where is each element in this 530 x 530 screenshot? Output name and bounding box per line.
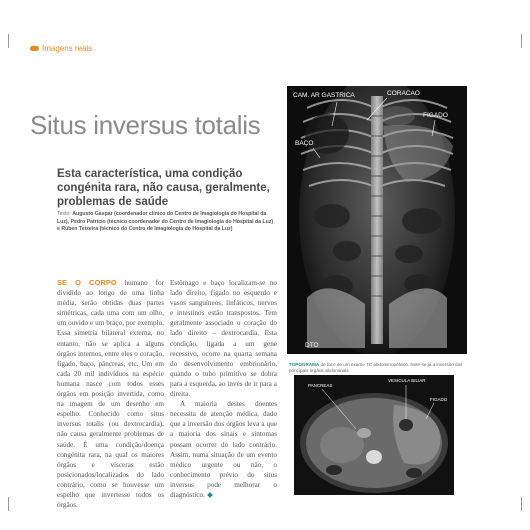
end-mark-icon (207, 492, 213, 498)
crop-mark (521, 497, 522, 511)
article-title: Situs inversus totalis (30, 110, 261, 140)
article-subtitle: Esta característica, uma condição congénita rara, não causa, geralmente, problemas de saúde (57, 168, 270, 208)
label-heart: CORACAO (387, 90, 420, 97)
article-credits (57, 211, 277, 234)
bullet-icon (30, 46, 39, 51)
crop-mark (521, 34, 522, 48)
column-1-text: humano for dividido ao longo de uma linha média, serão obtidas duas partes simétricas, cada uma com um olho, um ouvido e um braço, por exemplo. Essa simetria bilateral externa, no entanto, não se aplica a alguns órgãos internos, entre eles o coração, fígado, baço, pâncreas, etc. Um em cada 20 mil indivíduos na espécie humana nasce com todos esses órgãos em posição invertida, como na imagem de um desenho em espelho. Conhecido como situs inversus totalis (ou dextrocardia), não causa geralmente problemas de saúde. É uma condição/doença congénita rara, na qual os maiores órgãos e vísceras estão posicionados/localizados do lado contrário, como se houvesse um espelho que invertesse todos os órgãos. (57, 279, 164, 510)
body-column-2 (170, 278, 277, 500)
ct-scan-image (294, 375, 454, 495)
crop-mark (8, 497, 9, 511)
xray-topogram-image (287, 86, 467, 354)
crop-mark (8, 34, 9, 48)
label-spleen: BAÇO (295, 140, 314, 147)
section-header (30, 44, 92, 53)
image-caption (289, 362, 474, 375)
xray-drawing (287, 86, 467, 354)
label-ct-liver: FIGADO (430, 397, 448, 402)
label-dto: DTO (305, 342, 319, 349)
label-pancreas: PANCREAS (308, 383, 333, 388)
caption-text: de face de um exame TC abdominopélvico. Note-se já a inversão dos principais órgãos abdominais (289, 362, 463, 374)
lead-in: SE O CORPO (57, 278, 117, 287)
label-stomach-air: CAM. AR GASTRICA (293, 92, 355, 99)
ct-drawing (294, 375, 454, 495)
body-column-1 (57, 278, 164, 510)
label-gallbladder: VESICULA BILIAR (388, 378, 426, 383)
column-2-paragraph-2: A maioria destes doentes necessita de atenção médica, dado que a inversão dos órgãos leva a que a maioria dos sinais e sintomas possam ocorrer do lado contrário. Assim, numa situação de um evento médico urgente ou não, o conhecimento prévio do situs inversus pode melhorar o diagnóstico. (170, 400, 277, 499)
caption-head: TOPOGRAMA (289, 362, 320, 367)
label-liver: FIGADO (423, 112, 448, 119)
credits-text: Augusto Gaspar (coordenador clínico do Centro de Imagiologia do Hospital da Luz), Pedro Patrício (técnico coordenador do Centro de Imagiologia do Hospital da Luz) e Rúben Teixeira (técnico do Centro de Imagiologia do Hospital da Luz) (57, 211, 274, 232)
section-label: Imagens reais (42, 44, 93, 53)
column-2-paragraph-1: Estômago e baço localizam-se no lado direito, fígado no esquerdo e vasos sanguíneos, linfáticos, nervos e intestinos estão transpostos. Tem geralmente associado o coração do lado direito – dextrocardia. Esta condição, ligada a um gene recessivo, ocorre na quarta semana do desenvolvimento embrionário, quando o tubo primitivo se dobra para a esquerda, ao invés de ir para a direita. (170, 279, 277, 399)
credits-prefix: Texto: (57, 211, 71, 217)
